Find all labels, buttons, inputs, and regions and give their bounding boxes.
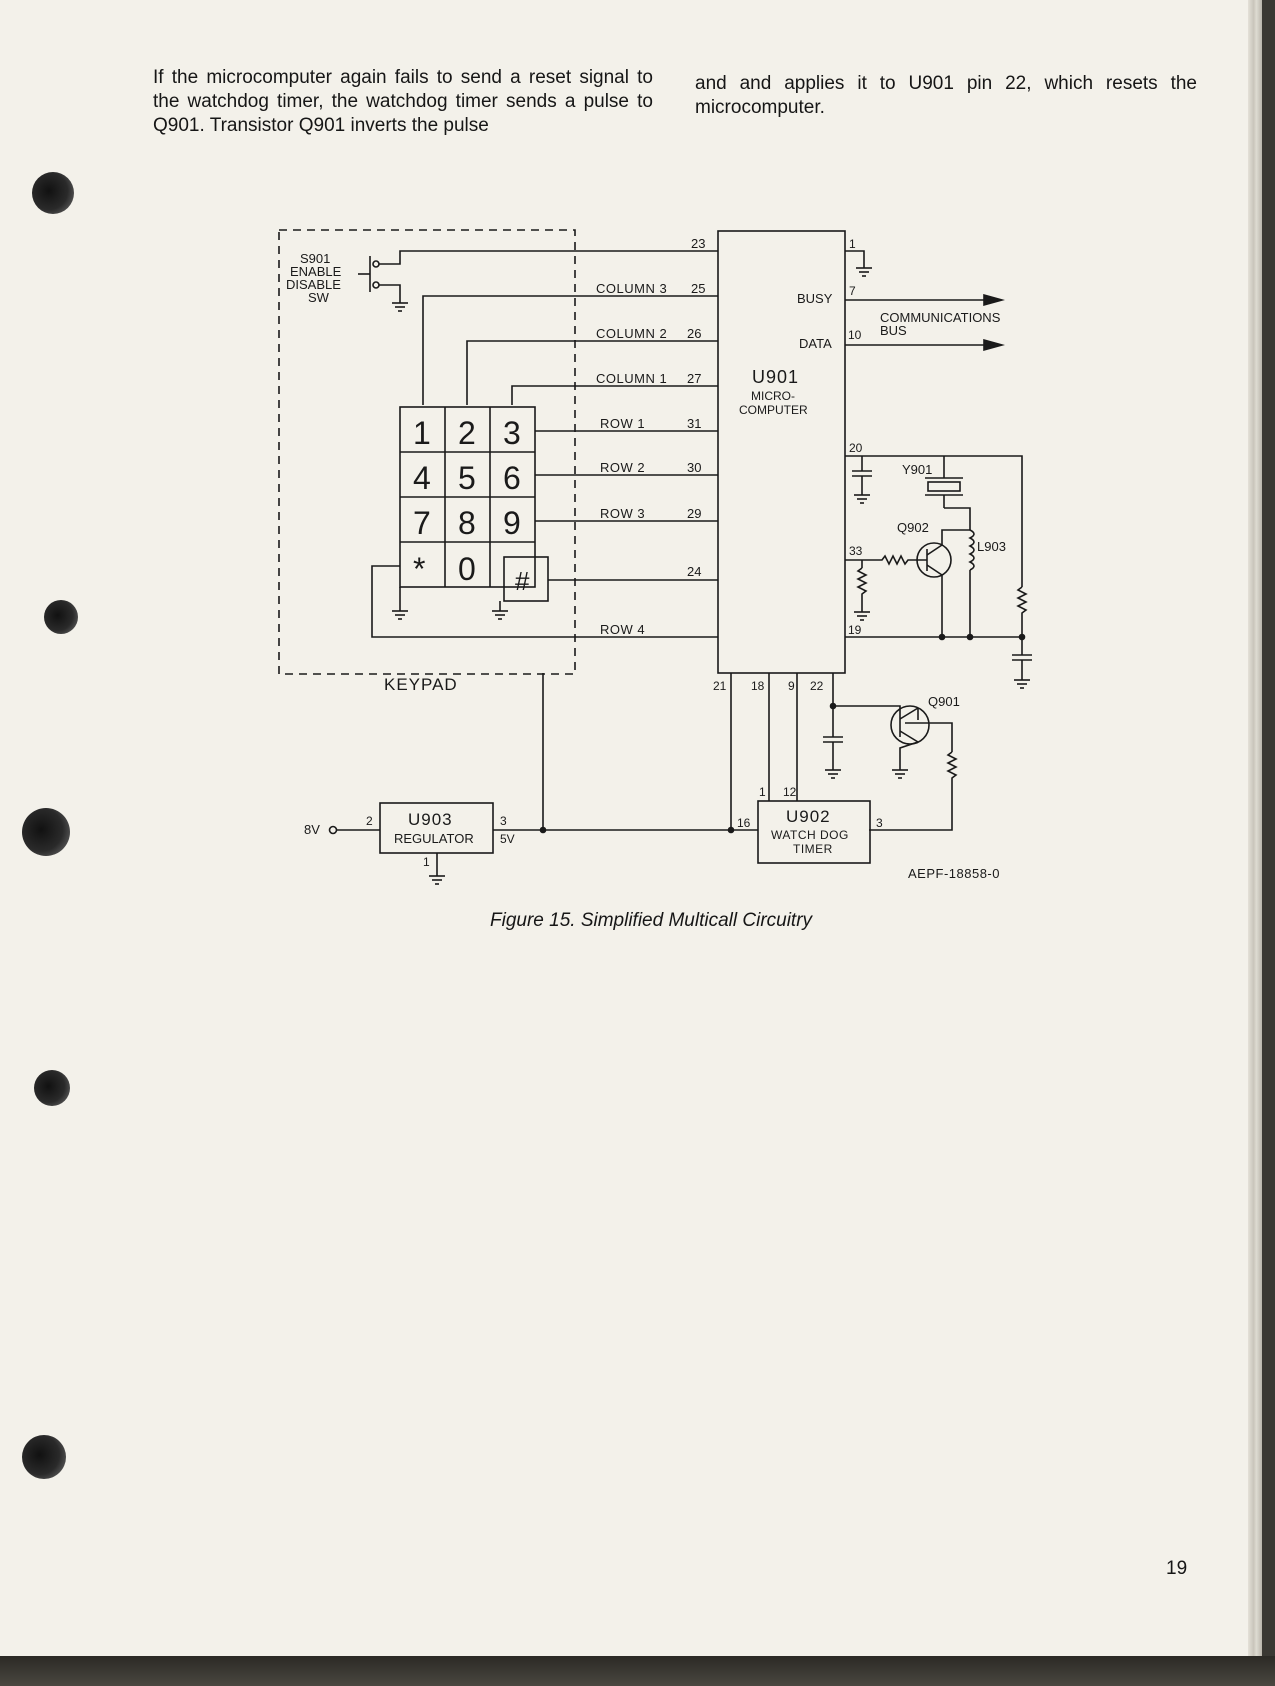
u902-pin-3: 3: [876, 816, 883, 830]
y901-label: Y901: [902, 462, 933, 477]
s901-enable-label: ENABLE: [290, 264, 342, 279]
pin-7: 7: [849, 284, 856, 298]
page-number: 19: [1166, 1558, 1188, 1579]
u903-output-label: 5V: [500, 832, 515, 846]
u901-busy-label: BUSY: [797, 291, 833, 306]
key-7[interactable]: 7: [413, 505, 431, 541]
u903-pin-2: 2: [366, 814, 373, 828]
comm-bus-line2: BUS: [880, 323, 907, 338]
u903-name: REGULATOR: [394, 831, 474, 846]
q901-transistor: [870, 694, 960, 830]
u902-ref: U902: [786, 807, 831, 826]
u902-line1: WATCH DOG: [771, 828, 849, 842]
l903-label: L903: [977, 539, 1006, 554]
pin-21: 21: [713, 679, 727, 693]
row3-label: ROW 3: [600, 506, 646, 521]
pin-30: 30: [687, 460, 702, 475]
key-4[interactable]: 4: [413, 460, 431, 496]
u902-pin-12: 12: [783, 785, 797, 799]
body-text-right: and and applies it to U901 pin 22, which resets the microcomputer.: [695, 73, 1197, 118]
pin-1: 1: [849, 237, 856, 251]
u903-input-label: 8V: [304, 822, 320, 837]
row1-label: ROW 1: [600, 416, 646, 431]
key-hash[interactable]: #: [515, 566, 530, 596]
key-3[interactable]: 3: [503, 415, 521, 451]
pin-33: 33: [849, 544, 863, 558]
binder-hole: [22, 1435, 66, 1479]
figure-caption: Figure 15. Simplified Multicall Circuitry: [490, 910, 813, 931]
pin-26: 26: [687, 326, 702, 341]
row2-label: ROW 2: [600, 460, 646, 475]
u901-ref: U901: [752, 367, 800, 387]
u901-line1: MICRO-: [751, 389, 795, 403]
binder-hole: [34, 1070, 70, 1106]
q901-label: Q901: [928, 694, 960, 709]
busy-arrow: [984, 295, 1002, 305]
column2-wire: [467, 341, 718, 405]
pin-27: 27: [687, 371, 702, 386]
body-text-left: If the microcomputer again fails to send a reset signal to the watchdog timer, the watchdog timer sends a pulse to Q901. Transistor Q901 inverts the pulse: [153, 67, 653, 136]
pin-22: 22: [810, 679, 824, 693]
scan-background: [0, 1656, 1275, 1686]
key-9[interactable]: 9: [503, 505, 521, 541]
key-star[interactable]: *: [413, 551, 426, 587]
u903-ref: U903: [408, 810, 453, 829]
u903-pin-1: 1: [423, 855, 430, 869]
figure-reference: AEPF-18858-0: [908, 866, 1000, 881]
key-1[interactable]: 1: [413, 415, 431, 451]
s901-disable-label: DISABLE: [286, 277, 341, 292]
pin22-wire: [833, 673, 895, 706]
column1-wire: [512, 386, 718, 405]
pin-20: 20: [849, 441, 863, 455]
pin-31: 31: [687, 416, 702, 431]
pin-29: 29: [687, 506, 702, 521]
u902-pin-16: 16: [737, 816, 751, 830]
u902-line2: TIMER: [793, 842, 833, 856]
q902-label: Q902: [897, 520, 929, 535]
key-5[interactable]: 5: [458, 460, 476, 496]
pin-23: 23: [691, 236, 706, 251]
column2-label: COLUMN 2: [596, 326, 668, 341]
u903-pin-3: 3: [500, 814, 507, 828]
comm-bus-line1: COMMUNICATIONS: [880, 310, 1001, 325]
s901-ref: S901: [300, 251, 331, 266]
column3-label: COLUMN 3: [596, 281, 668, 296]
key-6[interactable]: 6: [503, 460, 521, 496]
pin-25: 25: [691, 281, 706, 296]
keypad-label: KEYPAD: [384, 675, 458, 694]
s901-sw-label: SW: [308, 290, 329, 305]
u901-data-label: DATA: [799, 336, 832, 351]
row4-label: ROW 4: [600, 622, 646, 637]
u901-line2: COMPUTER: [739, 403, 808, 417]
pin-10: 10: [848, 328, 862, 342]
pin-9: 9: [788, 679, 795, 693]
u902-pin-1: 1: [759, 785, 766, 799]
data-arrow: [984, 340, 1002, 350]
pin-24: 24: [687, 564, 702, 579]
column1-label: COLUMN 1: [596, 371, 668, 386]
key-0[interactable]: 0: [458, 551, 476, 587]
pin-18: 18: [751, 679, 765, 693]
pin-19: 19: [848, 623, 862, 637]
key-2[interactable]: 2: [458, 415, 476, 451]
key-8[interactable]: 8: [458, 505, 476, 541]
oscillator-section: [845, 441, 1032, 688]
